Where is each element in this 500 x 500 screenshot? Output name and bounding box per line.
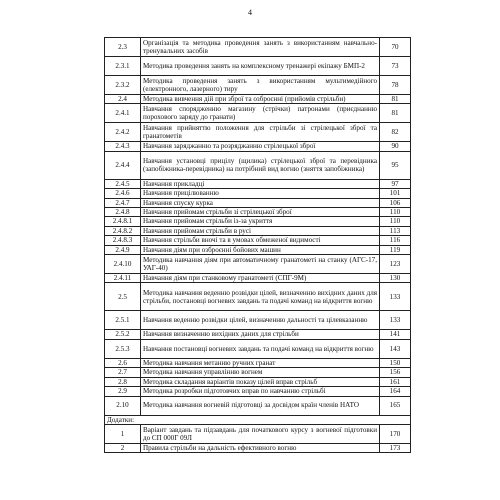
- toc-page: 170: [380, 424, 411, 443]
- toc-page: 97: [380, 179, 411, 188]
- appendix-label: Додатки:: [105, 415, 411, 424]
- toc-title: Навчання прикладці: [141, 179, 380, 188]
- toc-row: [105, 208, 411, 217]
- toc-title: Навчання веденню розвідки цілей, визначенню дальності та цілевказанню: [141, 311, 380, 330]
- toc-number: 2.4.11: [105, 274, 141, 283]
- toc-row: [105, 377, 411, 386]
- toc-title: Навчання стрільби вночі та в умовах обмеженої видимості: [141, 236, 380, 245]
- toc-row: [105, 123, 411, 142]
- toc-title: Методика навчання діям при автоматичному гранатометі на станку (АГС-17, УАГ-40): [141, 255, 380, 274]
- toc-title: Навчання прийомам стрільби зі стрілецької зброї: [141, 208, 380, 217]
- toc-page: 73: [380, 57, 411, 76]
- toc-row: [105, 57, 411, 76]
- toc-number: 2.3.2: [105, 76, 141, 95]
- toc-page: 110: [380, 208, 411, 217]
- toc-number: 2.9: [105, 387, 141, 396]
- toc-title: Методика проведення занять з використанням мультимедійного (електронного, лазерного) тиру: [141, 76, 380, 95]
- toc-title: Навчання діям при озброєнні бойових машин: [141, 245, 380, 254]
- toc-number: 2.5.1: [105, 311, 141, 330]
- toc-number: 2.4: [105, 95, 141, 104]
- toc-number: 2.4.8.3: [105, 236, 141, 245]
- toc-row: [105, 76, 411, 95]
- toc-row: [105, 189, 411, 198]
- toc-title: Навчання заряджанню та розряджанню стрілецької зброї: [141, 142, 380, 151]
- toc-page: 81: [380, 95, 411, 104]
- toc-row: [105, 339, 411, 358]
- toc-page: 116: [380, 236, 411, 245]
- toc-page: 165: [380, 396, 411, 415]
- toc-title: Методика вивчення дій при зброї та озброєнні (прийомів стрільби): [141, 95, 380, 104]
- toc-title: Правила стрільби на дальність ефективного вогню: [141, 443, 380, 452]
- toc-page: 82: [380, 123, 411, 142]
- toc-row: [105, 424, 411, 443]
- toc-number: 2.8: [105, 377, 141, 386]
- toc-number: 2.7: [105, 368, 141, 377]
- toc-row: [105, 245, 411, 254]
- toc-page: 90: [380, 142, 411, 151]
- toc-row: [105, 274, 411, 283]
- toc-title: Навчання спорядженню магазину (стрічки) патронами (приєднанню порохового заряду до гранати): [141, 104, 380, 123]
- toc-number: 2.5: [105, 283, 141, 311]
- toc-title: Методика розробки підготовчих вправ по навчанню стрільбі: [141, 387, 380, 396]
- toc-row: [105, 236, 411, 245]
- toc-page: 161: [380, 377, 411, 386]
- toc-title: Навчання постановці вогневих завдань та подачі команд на відкриття вогню: [141, 339, 380, 358]
- toc-title: Навчання прицілюванню: [141, 189, 380, 198]
- toc-page: 101: [380, 189, 411, 198]
- toc-page: 78: [380, 76, 411, 95]
- toc-number: 2.4.4: [105, 151, 141, 179]
- toc-number: 2.4.8: [105, 208, 141, 217]
- toc-row: [105, 255, 411, 274]
- toc-number: 1: [105, 424, 141, 443]
- toc-page: 81: [380, 104, 411, 123]
- toc-row: [105, 104, 411, 123]
- toc-title: Методика складання варіантів показу цілей вправ стрільб: [141, 377, 380, 386]
- toc-title: Методика навчання управлінню вогнем: [141, 368, 380, 377]
- toc-number: 2.5.3: [105, 339, 141, 358]
- toc-page: 143: [380, 339, 411, 358]
- toc-number: 2.6: [105, 358, 141, 367]
- appendix-header-row: [105, 415, 411, 424]
- toc-row: [105, 330, 411, 339]
- toc-page: 110: [380, 217, 411, 226]
- toc-row: [105, 396, 411, 415]
- toc-number: 2: [105, 443, 141, 452]
- toc-page: 113: [380, 226, 411, 235]
- toc-row: [105, 179, 411, 188]
- toc-page: 106: [380, 198, 411, 207]
- toc-title: Організація та методика проведення занять з використанням навчально-тренувальних засобів: [141, 38, 380, 57]
- toc-row: [105, 311, 411, 330]
- toc-number: 2.4.10: [105, 255, 141, 274]
- toc-row: [105, 443, 411, 452]
- toc-title: Навчання спуску курка: [141, 198, 380, 207]
- toc-page: 141: [380, 330, 411, 339]
- toc-number: 2.4.7: [105, 198, 141, 207]
- toc-title: Навчання прийомам стрільби в русі: [141, 226, 380, 235]
- toc-number: 2.4.5: [105, 179, 141, 188]
- toc-page: 164: [380, 387, 411, 396]
- toc-number: 2.5.2: [105, 330, 141, 339]
- toc-title: Методика проведення занять на комплексному тренажері екіпажу БМП-2: [141, 57, 380, 76]
- toc-number: 2.10: [105, 396, 141, 415]
- toc-page: 130: [380, 274, 411, 283]
- toc-number: 2.4.3: [105, 142, 141, 151]
- toc-row: [105, 358, 411, 367]
- toc-row: [105, 198, 411, 207]
- toc-number: 2.4.8.2: [105, 226, 141, 235]
- page-number: 4: [248, 8, 252, 17]
- toc-title: Методика навчання веденню розвідки цілей, визначенню вихідних даних для стрільби, постановці вогневих завдань та подачі команд на відкриття вогню: [141, 283, 380, 311]
- toc-title: Навчання визначенню вихідних даних для стрільби: [141, 330, 380, 339]
- toc-row: [105, 151, 411, 179]
- toc-number: 2.4.8.1: [105, 217, 141, 226]
- toc-page: 173: [380, 443, 411, 452]
- toc-row: [105, 142, 411, 151]
- toc-page: 133: [380, 283, 411, 311]
- toc-number: 2.3: [105, 38, 141, 57]
- table-of-contents: [104, 37, 411, 453]
- toc-number: 2.4.2: [105, 123, 141, 142]
- toc-row: [105, 95, 411, 104]
- toc-title: Методика навчання вогневій підготовці за досвідом країн членів НАТО: [141, 396, 380, 415]
- toc-page: 123: [380, 255, 411, 274]
- toc-number: 2.4.1: [105, 104, 141, 123]
- toc-title: Навчання діям при станковому гранатометі (СПГ-9М): [141, 274, 380, 283]
- toc-page: 156: [380, 368, 411, 377]
- toc-title: Варіант завдань та підзавдань для початкового курсу з вогневої підготовки до СП 000Г 09Л: [141, 424, 380, 443]
- toc-row: [105, 217, 411, 226]
- toc-page: 95: [380, 151, 411, 179]
- toc-title: Методика навчання метанню ручних гранат: [141, 358, 380, 367]
- toc-title: Навчання установці прицілу (щилика) стрілецької зброї та перевідника (запобіжника-перевідника) на потрібний вид вогню (зняття запобіжника): [141, 151, 380, 179]
- toc-page: 70: [380, 38, 411, 57]
- toc-page: 150: [380, 358, 411, 367]
- toc-page: 119: [380, 245, 411, 254]
- toc-row: [105, 283, 411, 311]
- toc-number: 2.3.1: [105, 57, 141, 76]
- toc-number: 2.4.6: [105, 189, 141, 198]
- toc-title: Навчання прийняттю положення для стрільби зі стрілецької зброї та гранатометів: [141, 123, 380, 142]
- toc-row: [105, 38, 411, 57]
- toc-number: 2.4.9: [105, 245, 141, 254]
- toc-row: [105, 368, 411, 377]
- toc-title: Навчання прийомам стрільби із-за укриття: [141, 217, 380, 226]
- toc-page: 133: [380, 311, 411, 330]
- toc-row: [105, 387, 411, 396]
- toc-row: [105, 226, 411, 235]
